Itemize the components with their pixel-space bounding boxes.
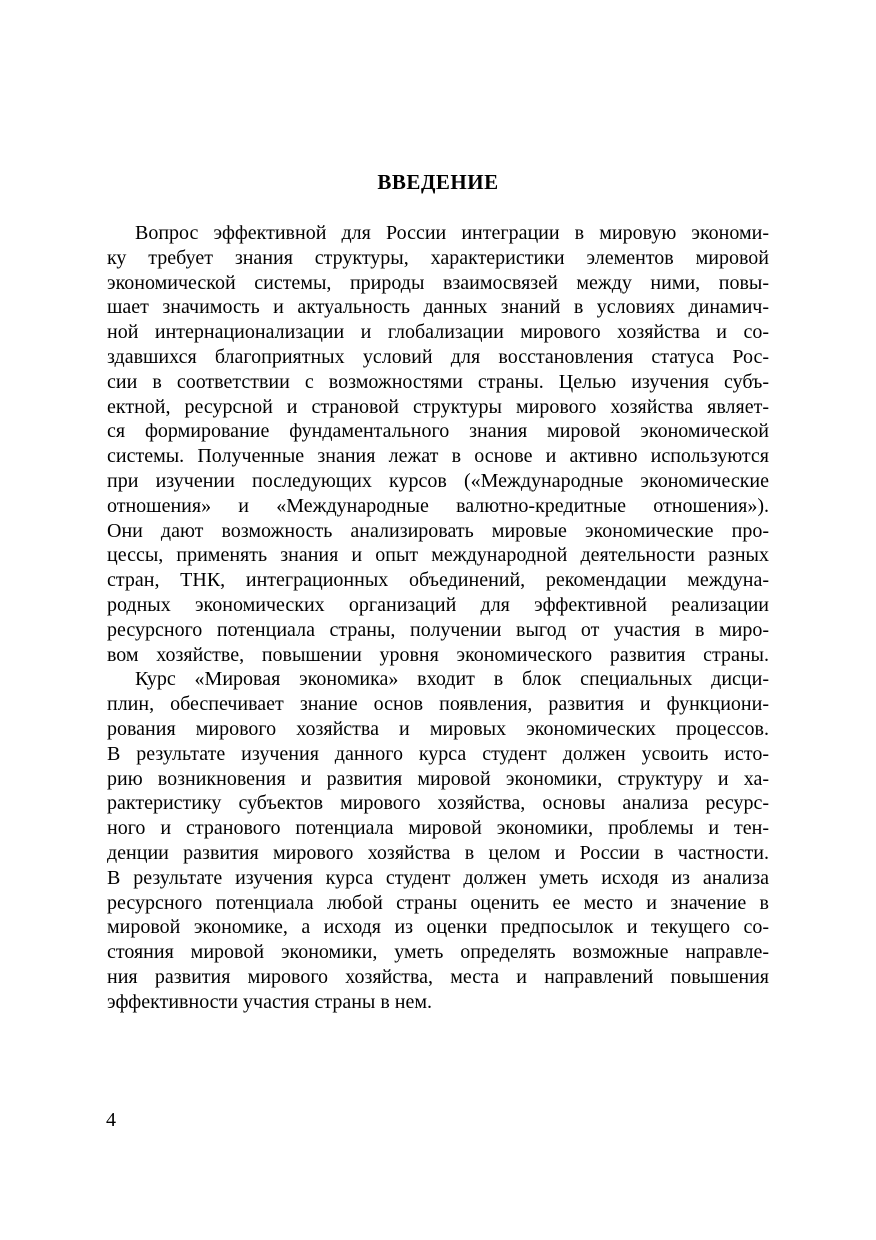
text-line: ного и странового потенциала мировой экономики, проблемы и тен- [107,817,769,840]
text-line: шает значимость и актуальность данных знаний в условиях динамич- [107,296,769,319]
text-line: ку требует знания структуры, характеристики элементов мировой [107,246,769,269]
text-line: Курс «Мировая экономика» входит в блок специальных дисци- [135,668,769,691]
text-line: ектной, ресурсной и страновой структуры мирового хозяйства являет- [107,395,769,418]
text-line: Они дают возможность анализировать мировые экономические про- [107,519,769,542]
text-line: стран, ТНК, интеграционных объединений, рекомендации междуна- [107,569,769,592]
text-line: рования мирового хозяйства и мировых экономических процессов. [107,717,769,740]
paragraph [107,667,769,1014]
text-line: здавшихся благоприятных условий для восстановления статуса Рос- [107,345,769,368]
text-line: ся формирование фундаментального знания мировой экономической [107,420,769,443]
text-line: сии в соответствии с возможностями страны. Целью изучения субъ- [107,370,769,393]
text-line: эффективности участия страны в нем. [107,990,433,1013]
text-line: плин, обеспечивает знание основ появления, развития и функциони- [107,693,769,716]
text-line: отношения» и «Международные валютно-кредитные отношения»). [107,494,769,517]
paragraph [107,221,769,667]
text-line: ресурсного потенциала страны, получении выгод от участия в миро- [107,618,769,641]
page-number: 4 [106,1109,116,1131]
text-line: рактеристику субъектов мирового хозяйства, основы анализа ресурс- [107,792,769,815]
text-line: ресурсного потенциала любой страны оценить ее место и значение в [107,891,769,914]
text-line: стояния мировой экономики, уметь определять возможные направле- [107,941,769,964]
text-line: родных экономических организаций для эффективной реализации [107,593,769,616]
text-line: системы. Полученные знания лежат в основе и активно используются [107,445,769,468]
text-line: мировой экономике, а исходя из оценки предпосылок и текущего со- [107,916,769,939]
text-line: при изучении последующих курсов («Международные экономические [107,469,769,492]
text-line: ной интернационализации и глобализации мирового хозяйства и со- [107,321,769,344]
text-line: рию возникновения и развития мировой экономики, структуру и ха- [107,767,769,790]
page-title: ВВЕДЕНИЕ [377,170,499,194]
text-line: Вопрос эффективной для России интеграции в мировую экономи- [135,222,769,244]
text-line: вом хозяйстве, повышении уровня экономического развития страны. [107,643,769,666]
text-line: В результате изучения данного курса студент должен усвоить исто- [107,742,769,765]
text-line: цессы, применять знания и опыт международной деятельности разных [107,544,769,567]
text-line: экономической системы, природы взаимосвязей между ними, повы- [107,271,769,294]
text-line: денции развития мирового хозяйства в целом и России в частности. [107,841,769,864]
body-text [107,221,769,1015]
text-line: В результате изучения курса студент должен уметь исходя из анализа [107,866,769,889]
text-line: ния развития мирового хозяйства, места и направлений повышения [107,965,769,988]
